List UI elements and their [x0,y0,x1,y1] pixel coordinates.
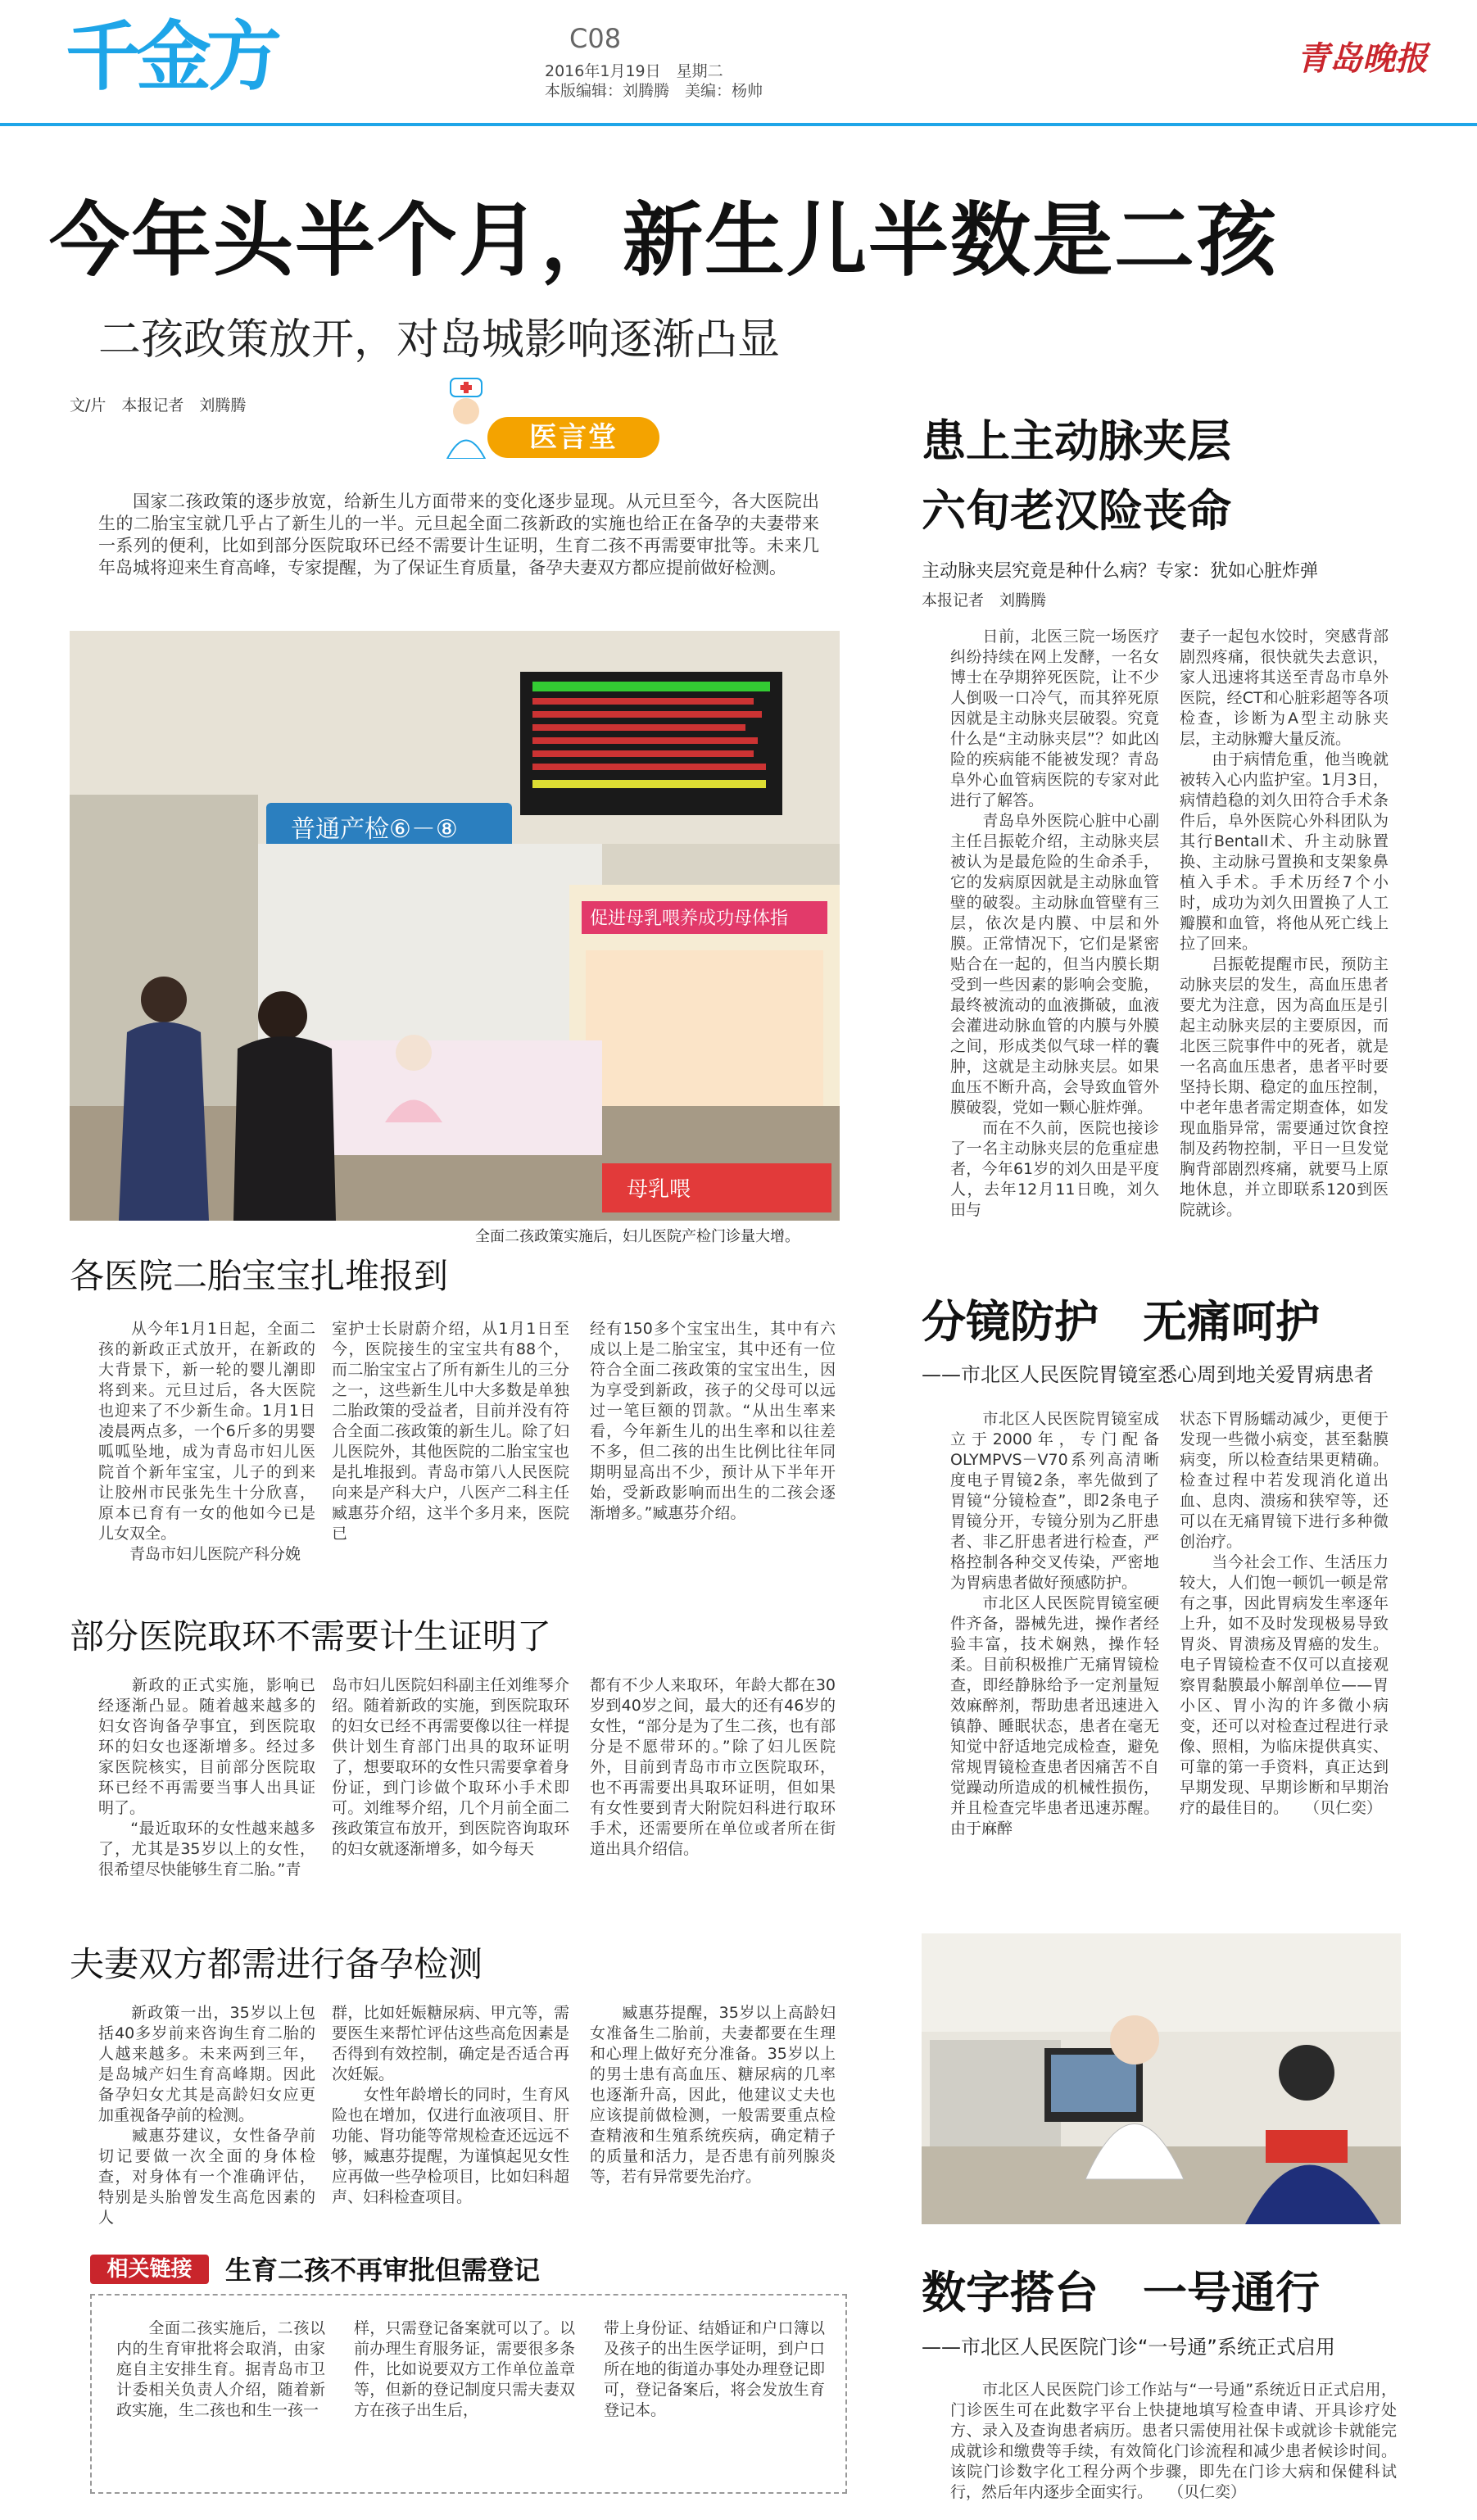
aorta-byline: 本报记者 刘腾腾 [922,591,1047,610]
section-checkup-col-2: 群，比如妊娠糖尿病、甲亢等，需要医生来帮忙评估这些高危因素是否得到有效控制，确定是否适合再次妊娠。 女性年龄增长的同时，生育风险也在增加，仅进行血液项目、肝功能、肾功能等常规检查还远远不够，臧惠芬提醒，为谨慎起见女性应再做一些孕检项目，比如妇科超声、妇科检查项目。 [332,2004,569,2206]
related-col-3: 带上身份证、结婚证和户口簿以及孩子的出生医学证明，到户口所在地的街道办事处办理登记即可，登记备案后，将会发放生育登记本。 [604,2319,825,2419]
section-iud-col-3: 都有不少人来取环，年龄大都在30岁到40岁之间，最大的还有46岁的女性，“部分是为了生二孩，也有部分是不愿带环的。”除了妇儿医院外，目前到青岛市市立医院取环，也不再需要出具取环证明，但如果有女性要到青大附院妇科进行取环手术，还需要所在单位或者所在街道出具介绍信。 [590,1676,836,1858]
related-link-box [90,2294,847,2494]
photo-caption: 全面二孩政策实施后，妇儿医院产检门诊量大增。 [475,1228,800,1245]
banner-text: 促进母乳喂养成功母体指 [590,909,789,929]
counter-sign-text: 普通产检⑥－⑧ [291,815,458,844]
section-babies-col-3: 经有150多个宝宝出生，其中有六成以上是二胎宝宝，其中还有一位符合全面二孩政策的宝宝出生，因为享受到新政，孩子的父母可以远过一笔巨额的罚款。“从出生率来看，今年新生儿的出生率和以往差不多，但二孩的出生比例比往年同期明显高出不少，预计从下半年开始，受新政影响而出生的二孩会逐渐增多。”臧惠芬介绍。 [590,1320,836,1522]
aorta-subtitle: 主动脉夹层究竟是种什么病？专家：犹如心脏炸弹 [922,561,1319,582]
newspaper-logo: 青岛晚报 [1297,39,1428,78]
digital-headline: 数字搭台 一号通行 [922,2267,1320,2318]
main-lead: 国家二孩政策的逐步放宽，给新生儿方面带来的变化逐步显现。从元旦至今，各大医院出生的二胎宝宝就几乎占了新生儿的一半。元旦起全面二孩新政的实施也给正在备孕的夫妻带来一系列的便利，比如到部分医院取环已经不需要计生证明，生育二孩不再需要审批等。未来几年岛城将迎来生育高峰，专家提醒，为了保证生育质量，备孕夫妻双方都应提前做好检测。 [98,492,819,578]
column-tag-label: 医言堂 [487,417,659,458]
publication-info [545,61,763,101]
section-babies-col-1: 从今年1月1日起，全面二孩的新政正式放开，在新政的大背景下，新一轮的婴儿潮即将到来。元旦过后，各大医院也迎来了不少新生命。1月1日凌晨两点多，一个6斤多的男婴呱呱坠地，成为青岛市妇儿医院首个新年宝宝，儿子的到来让胶州市民张先生十分欣喜，原本已育有一女的他如今已是儿女双全。 青岛市妇儿医院产科分娩 [98,1320,315,1563]
aorta-headline-line-1: 患上主动脉夹层 [922,415,1231,467]
publication-date: 2016年1月19日 星期二 [545,62,723,80]
main-headline: 今年头半个月，新生儿半数是二孩 [49,194,1279,288]
doctor-icon [442,377,490,459]
digital-body: 市北区人民医院门诊工作站与“一号通”系统近日正式启用，门诊医生可在此数字平台上快捷地填写检查申请、开具诊疗处方、录入及查询患者病历。患者只需使用社保卡或就诊卡就能完成就诊和缴费等手续，有效简化门诊流程和减少患者候诊时间。该院门诊数字化工程分两个步骤，即先在门诊大病和保健科试行，然后年内逐步全面实行。 （贝仁奕） [950,2381,1397,2501]
hospital-photo [70,631,840,1221]
related-col-1: 全面二孩实施后，二孩以内的生育审批将会取消，由家庭自主安排生育。据青岛市卫计委相关负责人介绍，随着新政实施，生二孩也和生一孩一 [116,2319,325,2419]
related-col-2: 样，只需登记备案就可以了。以前办理生育服务证，需要很多条件，比如说要双方工作单位盖章等，但新的登记制度只需夫妻双方在孩子出生后， [354,2319,575,2419]
related-link-badge: 相关链接 [90,2255,209,2284]
top-rule [0,123,1477,126]
section-babies-col-2: 室护士长尉蔚介绍，从1月1日至今，医院接生的宝宝共有88个，而二胎宝宝占了所有新生儿的三分之一，这些新生儿中大多数是单独二胎政策的受益者，目前并没有符合全面二孩政策的新生儿。除了妇儿医院外，其他医院的二胎宝宝也是扎堆报到。青岛市第八人民医院向来是产科大户，八医产二科主任臧惠芬介绍，这半个多月来，医院已 [332,1320,569,1543]
clinic-photo-illustration [922,1933,1401,2224]
gastroscope-col-2: 状态下胃肠蠕动减少，更便于发现一些微小病变，甚至黏膜病变，所以检查结果更精确。检查过程中若发现消化道出血、息肉、溃疡和狭窄等，还可以在无痛胃镜下进行多种微创治疗。 当今社会工作、生活压力较大，人们饱一顿饥一顿是常有之事，因此胃病发生率逐年上升，如不及时发现极易导致胃炎、胃溃疡及胃癌的发生。电子胃镜检查不仅可以直接观察胃黏膜最小解剖单位——胃小区、胃小沟的许多微小病变，还可以对检查过程进行录像、照相，为临床提供真实、可靠的第一手资料，真正达到早期发现、早期诊断和早期治疗的最佳目的。 （贝仁奕） [1180,1410,1389,1817]
clinic-photo [922,1933,1401,2224]
section-title-iud: 部分医院取环不需要计生证明了 [70,1616,552,1657]
aorta-col-1: 日前，北医三院一场医疗纠纷持续在网上发酵，一名女博士在孕期猝死医院，让不少人倒吸一口冷气，而其猝死原因就是主动脉夹层破裂。究竟什么是“主动脉夹层”？如此凶险的疾病能不能被发现？青岛阜外心血管病医院的专家对此进行了解答。 青岛阜外医院心脏中心副主任吕振乾介绍，主动脉夹层被认为是最危险的生命杀手，它的发病原因就是主动脉血管壁的破裂。主动脉血管壁有三层，依次是内膜、中层和外膜。正常情况下，它们是紧密贴合在一起的，但当内膜长期受到一些因素的影响会变脆，最终被流动的血液撕破，血液会灌进动脉血管的内膜与外膜之间，形成类似气球一样的囊肿，这就是主动脉夹层。如果血压不断升高，会导致血管外膜破裂，党如一颗心脏炸弹。 而在不久前，医院也接诊了一名主动脉夹层的危重症患者，今年61岁的刘久田是平度人，去年12月11日晚，刘久田与 [950,628,1159,1219]
section-checkup-col-3: 臧惠芬提醒，35岁以上高龄妇女准备生二胎前，夫妻都要在生理和心理上做好充分准备。35岁以上的男士患有高血压、糖尿病的几率也逐渐升高，因此，他建议丈夫也应该提前做检测，一般需要重点检查精液和生殖系统疾病，确定精子的质量和活力，是否患有前列腺炎等，若有异常要先治疗。 [590,2004,836,2186]
column-tag [426,414,664,460]
aorta-col-2: 妻子一起包水饺时，突感背部剧烈疼痛，很快就失去意识，家人迅速将其送至青岛市阜外医院，经CT和心脏彩超等各项检查，诊断为A型主动脉夹层，主动脉瓣大量反流。 由于病情危重，他当晚就被转入心内监护室。1月3日，病情趋稳的刘久田符合手术条件后，阜外医院心外科团队为其行Bentall术、升主动脉置换、主动脉弓置换和支架象鼻植入手术。手术历经7个小时，成功为刘久田置换了人工瓣膜和血管，将他从死亡线上拉了回来。 吕振乾提醒市民，预防主动脉夹层的发生，高血压患者要尤为注意，因为高血压是引起主动脉夹层的主要原因，而北医三院事件中的死者，就是一名高血压患者，患者平时要坚持长期、稳定的血压控制，中老年患者需定期查体，如发现血脂异常，需要通过饮食控制及药物控制，平日一旦发觉胸背部剧烈疼痛，就要马上原地休息，并立即联系120到医院就诊。 [1180,628,1389,1219]
aorta-headline-line-2: 六旬老汉险丧命 [922,485,1231,537]
main-subheadline: 二孩政策放开，对岛城影响逐渐凸显 [98,315,781,365]
hospital-photo-illustration [70,631,840,1221]
section-logo: 千金方 [66,13,278,101]
section-title-babies: 各医院二胎宝宝扎堆报到 [70,1256,449,1296]
gastroscope-col-1: 市北区人民医院胃镜室成立于2000年，专门配备OLYMPVS－V70系列高清晰度电子胃镜2条，率先做到了胃镜“分镜检查”，即2条电子胃镜分开，专镜分别为乙肝患者、非乙肝患者进行检查，严格控制各种交叉传染，严密地为胃病患者做好预感防护。 市北区人民医院胃镜室硬件齐备，器械先进，操作者经验丰富，技术娴熟，操作轻柔。目前积极推广无痛胃镜检查，即经静脉给予一定剂量短效麻醉剂，帮助患者迅速进入镇静、睡眠状态，患者在毫无知觉中舒适地完成检查，避免常规胃镜检查患者因痛苦不自觉躁动所造成的机械性损伤，并且检查完毕患者迅速苏醒。由于麻醉 [950,1410,1159,1838]
related-link-title: 生育二孩不再审批但需登记 [225,2255,541,2286]
gastroscope-headline: 分镜防护 无痛呵护 [922,1296,1320,1348]
section-iud-col-2: 岛市妇儿医院妇科副主任刘维琴介绍。随着新政的实施，到医院取环的妇女已经不再需要像以往一样提供计划生育部门出具的取环证明了，想要取环的女性只需要拿着身份证，到门诊做个取环小手术即可。刘维琴介绍，几个月前全面二孩政策宣布放开，到医院咨询取环的妇女就逐渐增多，如今每天 [332,1676,569,1858]
section-checkup-col-1: 新政策一出，35岁以上包括40多岁前来咨询生育二胎的人越来越多。未来两到三年，是岛城产妇生育高峰期。因此备孕妇女尤其是高龄妇女应更加重视备孕前的检测。 臧惠芬建议，女性备孕前切记要做一次全面的身体检查，对身体有一个准确评估，特别是头胎曾发生高危因素的人 [98,2004,315,2227]
gastroscope-subtitle: ——市北区人民医院胃镜室悉心周到地关爱胃病患者 [922,1363,1374,1386]
related-link-header [90,2245,836,2294]
digital-subtitle: ——市北区人民医院门诊“一号通”系统正式启用 [922,2336,1335,2359]
main-byline: 文/片 本报记者 刘腾腾 [70,397,247,415]
section-iud-col-1: 新政的正式实施，影响已经逐渐凸显。随着越来越多的妇女咨询备孕事宜，到医院取环的妇女也逐渐增多。经过多家医院核实，目前部分医院取环已经不再需要当事人出具证明了。 “最近取环的女性越来越多了，尤其是35岁以上的女性，很希望尽快能够生育二胎。”青 [98,1676,315,1879]
section-title-checkup: 夫妻双方都需进行备孕检测 [70,1944,483,1984]
editors-credit: 本版编辑：刘腾腾 美编：杨帅 [545,82,763,100]
banner-text-2: 母乳喂 [627,1177,691,1202]
page-number: C08 [569,23,622,54]
